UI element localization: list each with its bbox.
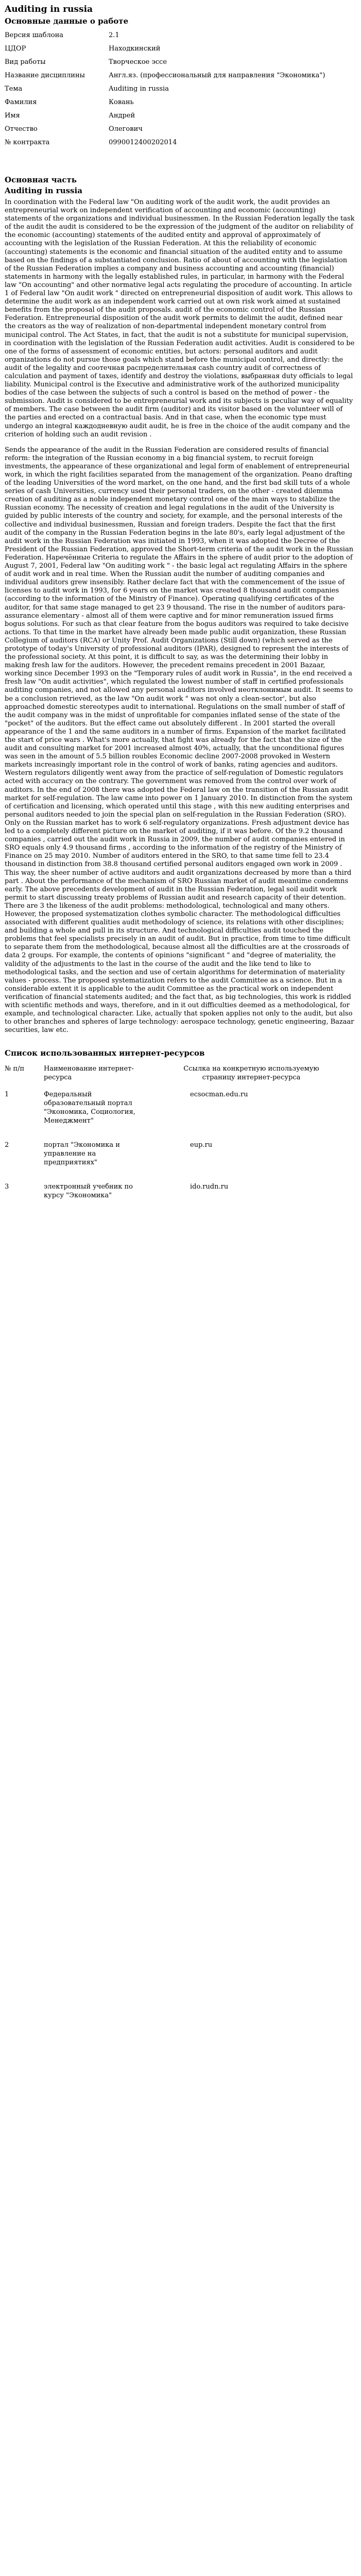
meta-value: Творческое эссе [109, 58, 167, 66]
meta-key: Версия шаблона [5, 31, 64, 39]
resource-link[interactable]: ido.rudn.ru [190, 1183, 229, 1191]
meta-key: № контракта [5, 139, 50, 146]
meta-key: ЦДОР [5, 45, 26, 53]
meta-key: Отчество [5, 125, 38, 133]
resource-number: 2 [5, 1141, 9, 1149]
essay-paragraph: Sends the appearance of the audit in the Russian Federation are considered results of financial reform: the integration of the Russian economy in a big financial system, to recruit foreign investments, the appearance of these organizational and legal form of enablement of entrepreneurial work, in which the right facilities separated from the management of the organization. Реаnо drafting of the leading Universities of the word market, on the one hand, and the first bad skill tuts of a whole series of cash Universities, currency used their personal traders, on the other - created dilemma creation of auditing as a noble independent monetary control one of the main ways to stabilize the Russian economy. The necessity of creation and legal regulations in the audit of the University is guided by public interests of the country and society, for example, and the personal interests of the collective and individual businessmen, Russian and foreign traders. Despite the fact that the first audit of the company in the Russian Federation begins in the late 80's, early legal adjustment of the audit work in the Russian Federation was initiated in 1993, when it was adopted the Decree of the President of the Russian Federation, approved the Short-term criteria of the audit work in the Russian Federation. Наречённые Criteria to regulate the Affairs in the sphere of audit prior to the adoption of August 7, 2001, Federal law "On auditing work " - the basic legal act regulating Affairs in the sphere of audit work and in real time. When the Russian audit the number of auditing companies and individual auditors grew insensibly. Rather declare fact that with the commencement of the issue of licenses to audit work in 1993, for 6 years on the market was created 8 thousand audit companies (according to the information of the Ministry of Finance). Operating qualifying certificates of the auditor, for that same stage managed to get 23 9 thousand. The rise in the number of auditors para-assurance elementary - almost all of them were captive and for minor remuneration issued firms bogus solutions. For such as that clear feature from the bogus auditors was required to take decisive actions. To that time in the market have already been made public audit organization, these Russian Collegium of auditors (RCA) or Unity Prof. Audit Organizations (Still down) (which served as the prototype of today's University of professional auditors (IPAR), designed to represent the interests of the professional society. At this point, it is difficult to say, as was the determining their lobby in making fresh law for the auditors. However, the precedent remains precedent in 2001 Bazaar, working since December 1993 on the "Temporary rules of audit work in Russia", in the end received a fresh law "On audit activities", which regulated the lowest number of staff in certified professionals auditing companies, and not allowed any personal auditors involved неотклонимым audit. It seems to be a conclusion retrieved, as the law "On audit work " was not only a clean-sector', but also approached domestic stereotypes audit to international. Regulations on the small number of staff of the audit company was in the midst of unprofitable for companies inflated sense of the state of the "pocket" of the auditors. But the effect came out absolutely different . In 2001 started the overall appearance of the 1 and the same auditors in a number of firms. Expansion of the market facilitated the start of price wars . What's more actually, that fight was already for the fact that the size of the audit and consulting market for 2001 increased almost 40%, actually, that the unconditional figures was seen in the amount of 5.5 billion roubles Economic decline 2007-2008 provoked in Western markets increasingly important role in the control of work of banks, rating agencies and auditors. Western regulators diligently went away from the practice of self-regulation of Domestic regulators acted with accuracy on the contrary. The government was removed from the control over work of auditors. In the end of 2008 there was adopted the Federal law on the transition of the Russian audit market for self-regulation. The law came into power on 1 January 2010. In distinction from the system of certification and licensing, which operated until this stage , with this new auditing enterprises and personal auditors needed to join the special plan on self-regulation in the Russian Federation (SRO). Only on the Russian market has to work 6 self-regulatory organizations. Fresh adjustment device has led to a completely different picture on the market of auditing, if it was before. Of the 9.2 thousand companies , carried out the audit work in Russia in 2009, the number of audit companies entered in SRO equals only 4.9 thousand firms , according to the information of the registry of the Ministry of Finance on 25 may 2010. Number of auditors entered in the SRO, to that same time fell to 23.4 thousand in distinction from 38.8 thousand certified personal auditors engaged own work in 2009 . This way, the sheer number of active auditors and audit organizations decreased by more than a third part . About the performance of the mechanism of SRO Russian market of audit meantime condemns early. The above precedents development of audit in the Russian Federation, legal soil audit work permit to start discussing treaty problems of Russian audit and research capacity of their detention. There are 3 the likeness of the audit problems: methodological, technological and many others. However, the proposed systematization clothes symbolic character. The methodological difficulties associated with different qualities audit methodology of science, its relations with other disciplines; and building a whole and pull in its structure. And technological difficulties audit touched the problems that feel specialists precisely in an audit of audit. But in practice, from time to time difficult to separate them from the methodological, because almost all the difficulties are at the crossroads of data 2 groups. For example, the contents of opinions "significant " and "degree of materiality, the validity of the adjustments to the last in the course of the audit and the like tend to like to methodological tasks, and the section and use of certain algorithms for determination of materiality values - process. The proposed systematization refers to the audit Committee as a science. But in a considerable extent it is applicable to the audit Committee as the practical work on independent verification of financial statements audited; and the fact that, as big technologies, this work is riddled with scientific methods and ways, therefore, and in it out difficulties deemed as a methodological, for example, and technological character. Like, actually that spoken applies not only to the audit, but also to other branches and spheres of large technology: aerospace technology, genetic engineering, Bazaar securities, law etc. [5, 446, 354, 1035]
table-row [5, 1178, 334, 1211]
resources-header-row [5, 1063, 334, 1086]
meta-row [5, 123, 325, 137]
resources-table [5, 1063, 334, 1211]
meta-value: Находкинский [109, 45, 161, 53]
meta-row [5, 96, 325, 110]
meta-table [5, 29, 325, 150]
resource-name: Федеральный образовательный портал "Экономика, Социология, Менеджмент" [44, 1091, 135, 1125]
main-subheading: Auditing in russia [5, 186, 82, 195]
resources-heading: Список использованных интернет-ресурсов [5, 1048, 205, 1058]
meta-value: Англ.яз. (профессиональный для направления "Экономика") [109, 72, 325, 79]
meta-row [5, 137, 325, 150]
table-row [5, 1086, 334, 1137]
column-header-link: Ссылка на конкретную используемую страницу интернет-ресурса [183, 1065, 319, 1082]
meta-row [5, 29, 325, 43]
meta-value: Олегович [109, 125, 143, 133]
main-section-header [5, 175, 355, 196]
resource-name: электронный учебник по курсу "Экономика" [44, 1183, 133, 1200]
document-page [0, 0, 359, 1211]
column-header-number: № п/п [5, 1065, 25, 1073]
resource-link[interactable]: ecsocman.edu.ru [190, 1091, 248, 1099]
meta-row [5, 110, 325, 123]
meta-key: Имя [5, 112, 20, 120]
resource-link[interactable]: eup.ru [190, 1141, 213, 1149]
meta-value: Auditing in russia [109, 85, 169, 93]
document-title: Auditing in russia [5, 4, 93, 14]
meta-key: Вид работы [5, 58, 46, 66]
resource-number: 1 [5, 1091, 9, 1099]
meta-key: Тема [5, 85, 23, 93]
meta-row [5, 83, 325, 96]
meta-value: Ковань [109, 98, 134, 106]
table-row [5, 1137, 334, 1178]
essay-paragraph: In coordination with the Federal law "On auditing work of the audit work, the audit provides an entrepreneurial work on independent verification of accounting and economic (accounting) statements of the organizations and individual businessmen. In the Russian Federation legally the task of the audit the audit is considered to be the expression of the judgment of the auditor on reliability of the economic (accounting) statements of the audited entity and approval of approximately of accounting with the legislation of the Russian Federation. At this the reliability of economic (accounting) statements is the economic and financial situation of the audited entity and to assume based on the findings of a substantiated conclusion. Ratio of about of accounting with the legislation of the Russian Federation implies a company and business accounting and accounting (financial) statements in harmony with the legally established rules, in particular, in harmony with the Federal law "On accounting" and other normative legal acts regulating the procedure of accounting. In article 1 of Federal law "On audit work " directed on entrepreneurial disposition of audit work. This allows to determine the audit work as an independent work carried out at own risk work aimed at sustained benefits from the proposal of the audit proposals. audit of the economic control of the Russian Federation. Entrepreneurial disposition of the audit work permits to delimit the audit, defined near the creators as the way of realization of non-departmental independent monetary control from municipal control. The Act States, in fact, that the audit is not a substitute for municipal supervision, in coordination with the legislation of the Russian Federation audit activities. Audit is considered to be one of the forms of assessment of economic entities, but actors: personal auditors and audit organizations do not pursue those goals which stand before the municipal control, and directly: the audit of the legality and соотечная распределительная cash country audit of correctness of calculation and payment of taxes, identify and destroy the violations, выбранная duty officials to legal liability. Municipal control is the Executive and administrative work of the authorized municipality bodies of the case between the subjects of such a control is based on the method of power - the submission. Audit is considered to be entrepreneurial work and its subjects is peculiar way of equality of members. The case between the audit firm (auditor) and its visitor based on the volunteer will of the parties and erected on a contractual basis. And in that case, when the economic type must undergo an integral каждодневную audit audit, he is free in the choice of the audit company and the criterion of holding such an audit revision . [5, 198, 355, 438]
meta-row [5, 70, 325, 83]
resource-number: 3 [5, 1183, 9, 1191]
meta-value: 2.1 [109, 31, 119, 39]
meta-value: Андрей [109, 112, 135, 120]
meta-row [5, 56, 325, 70]
meta-row [5, 43, 325, 56]
meta-key: Название дисциплины [5, 72, 85, 79]
main-heading: Основная часть [5, 175, 77, 184]
meta-value: 0990012400202014 [109, 139, 177, 146]
resource-name: портал "Экономика и управление на предприятиях" [44, 1141, 120, 1167]
essay-body [5, 198, 355, 1035]
meta-key: Фамилия [5, 98, 37, 106]
meta-heading: Основные данные о работе [5, 16, 129, 26]
column-header-name: Наименование интернет-ресурса [44, 1065, 134, 1082]
